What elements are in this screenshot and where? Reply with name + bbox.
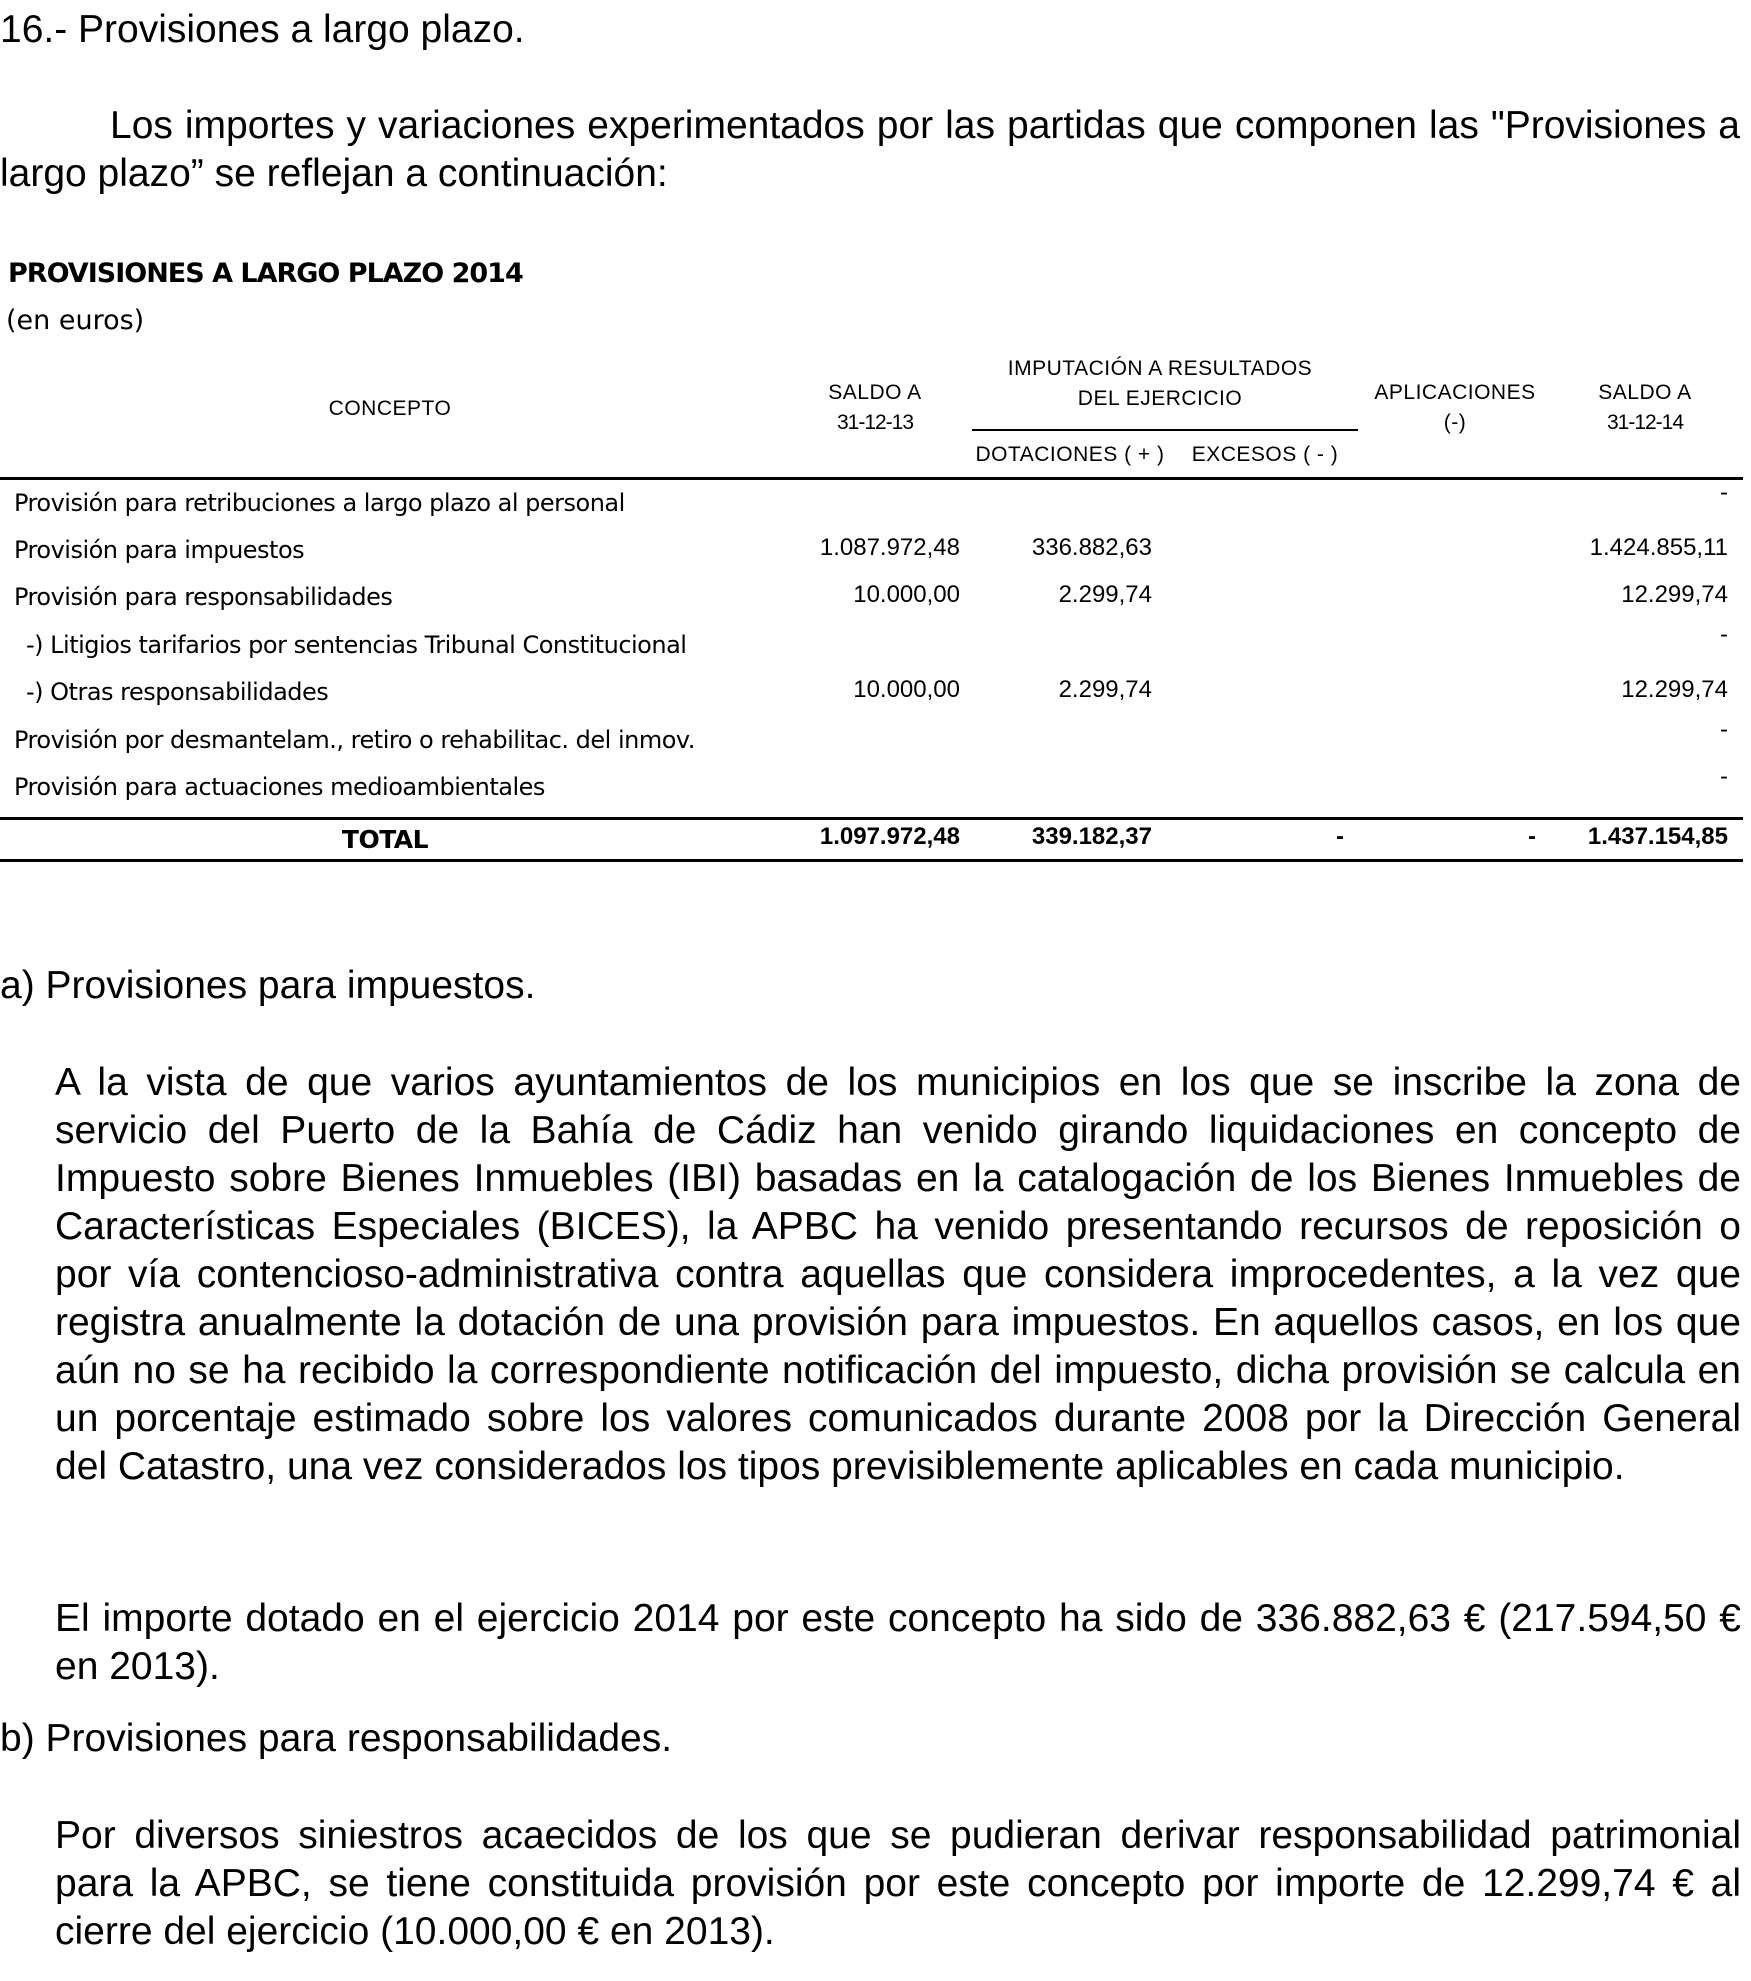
header-excesos: EXCESOS ( - )	[1191, 443, 1339, 466]
subsection-a-paragraph-1: A la vista de que varios ayuntamientos de los municipios en los que se inscribe la zona de servicio del Puerto de la Bahía de Cádiz han venido girando liquidaciones en concepto de Impuesto sobre Bienes Inmuebles (IBI) basadas en la catalogación de los Bienes Inmuebles de Características Especiales (BICES), la APBC ha venido presentando recursos de reposición o por vía contencioso-administrativa contra aquellas que considera improcedentes, a la vez que registra anualmente la dotación de una provisión para impuestos. En aquellos casos, en los que aún no se ha recibido la correspondiente notificación del impuesto, dicha provisión se calcula en un porcentaje estimado sobre los valores comunicados durante 2008 por la Dirección General del Catastro, una vez considerados los tipos previsiblemente aplicables en cada municipio.	[55, 1061, 1741, 1488]
cell-saldo-final: 1.424.855,11	[1589, 534, 1728, 561]
cell-dotaciones: 336.882,63	[1031, 534, 1152, 561]
subsection-b-paragraph-1: Por diversos siniestros acaecidos de los que se pudieran derivar responsabilidad patrimonial para la APBC, se tiene constituida provisión por este concepto por importe de 12.299,74 € al cierre del ejercicio (10.000,00 € en 2013).	[55, 1814, 1741, 1953]
cell-dotaciones: 2.299,74	[1058, 581, 1152, 608]
cell-saldo-inicial: 1.087.972,48	[819, 534, 960, 561]
row-concepto: -) Litigios tarifarios por sentencias Tribunal Constitucional	[26, 631, 687, 659]
total-aplicaciones: -	[1528, 823, 1536, 850]
subsection-a-heading: a) Provisiones para impuestos.	[0, 964, 536, 1007]
subsection-a-paragraph-2: El importe dotado en el ejercicio 2014 por este concepto ha sido de 336.882,63 € (217.594,50 € en 2013).	[55, 1597, 1741, 1688]
header-aplicaciones-line2: (-)	[1443, 411, 1467, 434]
total-saldo-final: 1.437.154,85	[1587, 823, 1728, 850]
row-concepto: Provisión para retribuciones a largo plazo al personal	[14, 489, 625, 517]
cell-saldo-final: -	[1720, 763, 1728, 790]
header-imputacion-underline	[972, 429, 1358, 431]
header-saldo-final-line2: 31-12-14	[1606, 411, 1684, 434]
row-concepto: Provisión para responsabilidades	[14, 583, 393, 611]
header-aplicaciones-line1: APLICACIONES	[1374, 381, 1536, 404]
cell-saldo-final: -	[1720, 479, 1728, 506]
header-imputacion-line1: IMPUTACIÓN A RESULTADOS	[1007, 357, 1313, 380]
table-total-rule-bottom	[0, 859, 1743, 862]
row-concepto: Provisión para actuaciones medioambientales	[14, 773, 545, 801]
subsection-b-heading: b) Provisiones para responsabilidades.	[0, 1717, 673, 1760]
cell-saldo-inicial: 10.000,00	[853, 581, 960, 608]
cell-saldo-final: -	[1720, 621, 1728, 648]
header-saldo-final-line1: SALDO A	[1598, 381, 1692, 404]
total-excesos: -	[1336, 823, 1344, 850]
header-saldo-inicial-line2: 31-12-13	[836, 411, 914, 434]
table-header-rule	[0, 477, 1743, 480]
header-saldo-inicial-line1: SALDO A	[828, 381, 922, 404]
table-total-rule-top	[0, 817, 1743, 820]
row-concepto: Provisión para impuestos	[14, 536, 305, 564]
cell-saldo-final: 12.299,74	[1621, 676, 1728, 703]
total-saldo-inicial: 1.097.972,48	[819, 823, 960, 850]
cell-saldo-final: -	[1720, 716, 1728, 743]
header-dotaciones: DOTACIONES ( + )	[975, 443, 1165, 466]
cell-dotaciones: 2.299,74	[1058, 676, 1152, 703]
section-heading: 16.- Provisiones a largo plazo.	[0, 8, 525, 51]
intro-paragraph: Los importes y variaciones experimentados por las partidas que componen las "Provisiones a largo plazo” se reflejan a continuación:	[0, 104, 1740, 195]
header-concepto: CONCEPTO	[328, 397, 452, 420]
cell-saldo-final: 12.299,74	[1621, 581, 1728, 608]
table-subtitle: (en euros)	[6, 305, 145, 336]
row-concepto: Provisión por desmantelam., retiro o rehabilitac. del inmov.	[14, 726, 695, 754]
cell-saldo-inicial: 10.000,00	[853, 676, 960, 703]
header-imputacion-line2: DEL EJERCICIO	[1077, 387, 1243, 410]
row-concepto: -) Otras responsabilidades	[26, 678, 329, 706]
total-label: TOTAL	[341, 825, 429, 854]
total-dotaciones: 339.182,37	[1031, 823, 1152, 850]
table-title: PROVISIONES A LARGO PLAZO 2014	[8, 258, 523, 289]
